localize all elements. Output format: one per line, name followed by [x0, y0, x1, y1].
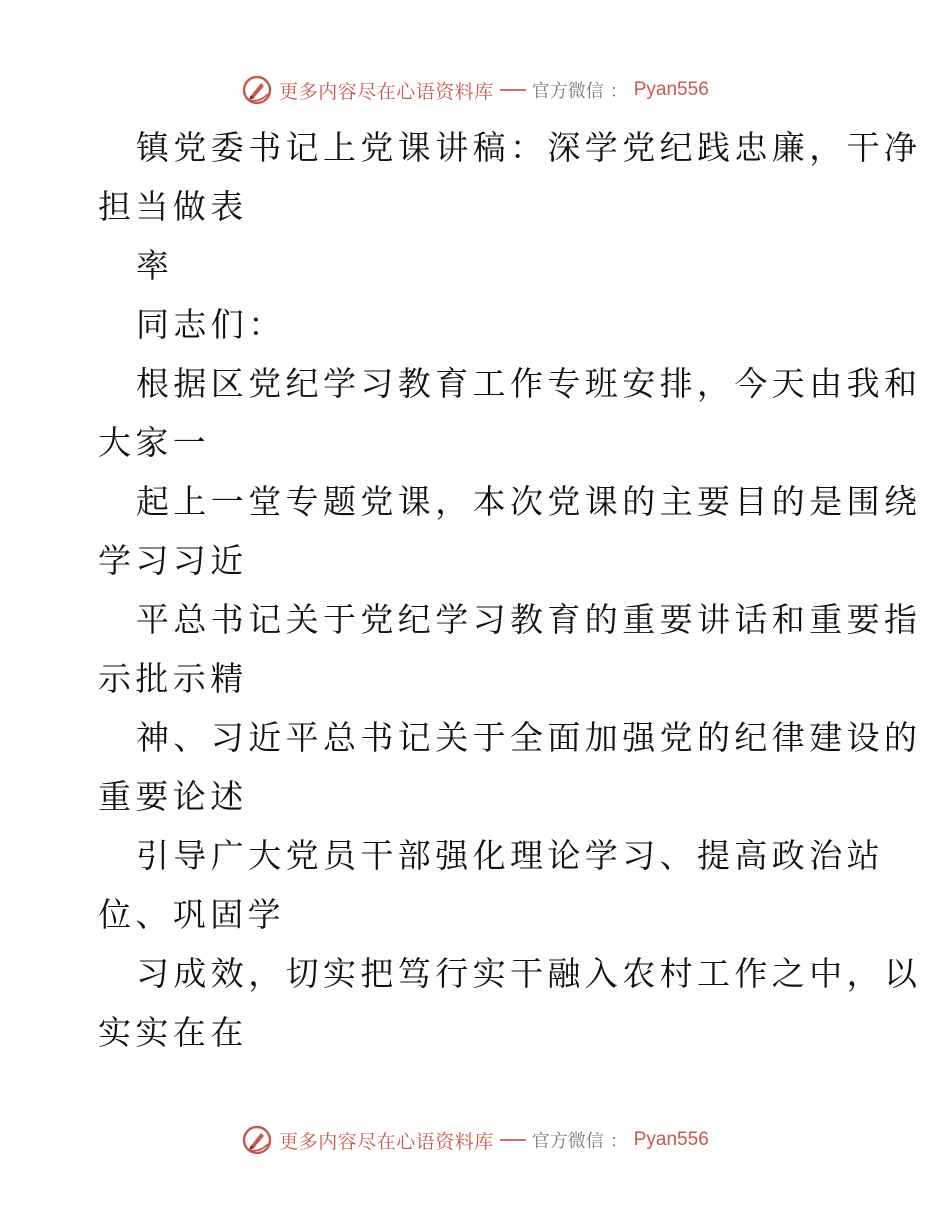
- watermark-dash: [500, 1139, 526, 1141]
- body-line: 平总书记关于党纪学习教育的重要讲话和重要指: [136, 600, 922, 639]
- body-line: 重要论述: [98, 777, 248, 816]
- body-line: 根据区党纪学习教育工作专班安排，今天由我和: [136, 364, 922, 403]
- body-line: 习成效，切实把笃行实干融入农村工作之中，以: [136, 954, 922, 993]
- body-line: 神、习近平总书记关于全面加强党的纪律建设的: [136, 718, 922, 757]
- body-line: 实实在在: [98, 1013, 248, 1052]
- watermark-text: 更多内容尽在心语资料库: [279, 80, 494, 103]
- body-line: 位、巩固学: [98, 895, 285, 934]
- watermark-id: Pyan556: [633, 1129, 709, 1150]
- body-line: 大家一: [98, 423, 211, 462]
- document-body: [98, 118, 922, 1062]
- pen-logo-icon: [241, 1124, 273, 1156]
- salutation-line: 同志们：: [136, 305, 286, 344]
- watermark-dash: [500, 89, 526, 91]
- body-line: 示批示精: [98, 659, 248, 698]
- title-line-1: 镇党委书记上党课讲稿：深学党纪践忠廉，干净: [136, 128, 922, 167]
- pen-logo-icon: [241, 74, 273, 106]
- watermark-separator: ：: [609, 81, 628, 102]
- watermark-label: 官方微信: [531, 1131, 604, 1152]
- watermark-text: 更多内容尽在心语资料库: [279, 1130, 494, 1153]
- footer-watermark: [0, 1120, 950, 1160]
- body-line: 起上一堂专题党课，本次党课的主要目的是围绕: [136, 482, 922, 521]
- watermark-separator: ：: [609, 1131, 628, 1152]
- watermark-label: 官方微信: [531, 81, 604, 102]
- body-line: 引导广大党员干部强化理论学习、提高政治站: [136, 836, 884, 875]
- title-line-3: 率: [136, 246, 174, 285]
- title-line-2: 担当做表: [98, 187, 248, 226]
- watermark-id: Pyan556: [633, 79, 709, 100]
- header-watermark: [0, 70, 950, 110]
- body-line: 学习习近: [98, 541, 248, 580]
